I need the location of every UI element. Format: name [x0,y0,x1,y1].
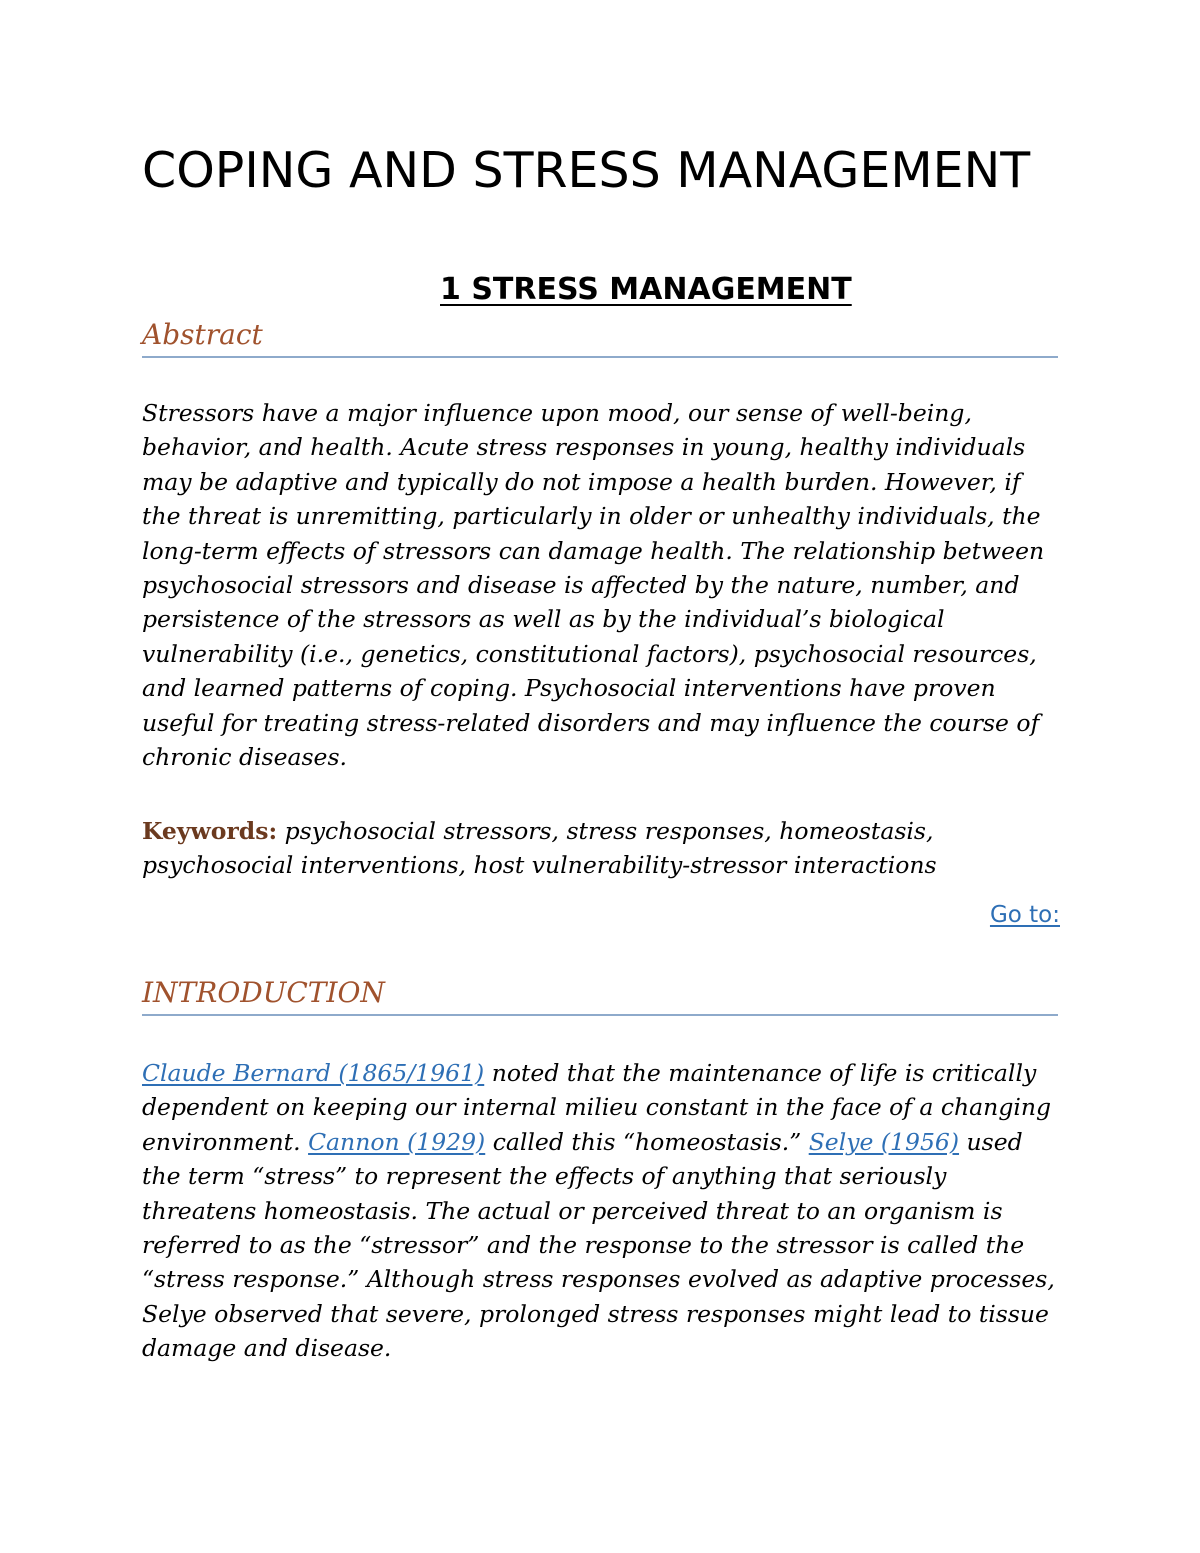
goto-link[interactable]: Go to: [989,902,1060,928]
introduction-text-part-2: called this “homeostasis.” [485,1127,809,1156]
abstract-text: Stressors have a major influence upon mood, our sense of well-being, behavior, and health. Acute stress responses in young, healthy individuals may be adaptive and typically do not impose a health burden. However, if the threat is unremitting, particularly in older or unhealthy individuals, the long-term effects of stressors can damage health. The relationship between psychosocial stressors and disease is affected by the nature, number, and persistence of the stressors as well as by the individual’s biological vulnerability (i.e., genetics, constitutional factors), psychosocial resources, and learned patterns of coping. Psychosocial interventions have proven useful for treating stress-related disorders and may influence the course of chronic diseases. [142,399,1045,772]
section-heading: 1 STRESS MANAGEMENT [440,272,852,307]
citation-link-selye[interactable]: Selye (1956) [808,1127,960,1156]
keywords-text: psychosocial stressors, stress responses, homeostasis, psychosocial interventions, host vulnerability-stressor interactions [142,817,937,880]
citation-link-bernard[interactable]: Claude Bernard (1865/1961) [142,1059,485,1087]
abstract-heading: Abstract [142,318,1058,358]
keywords-label: Keywords: [142,817,278,845]
citation-link-cannon[interactable]: Cannon (1929) [308,1127,486,1156]
document-title: COPING AND STRESS MANAGEMENT [142,142,1031,199]
introduction-text-part-3: used the term “stress” to represent the effects of anything that seriously threatens homeostasis. The actual or perceived threat to an organism is referred to as the “stressor” and the response to the stressor is called the “stress response.” Although stress responses evolved as adaptive processes, Selye observed that severe, prolonged stress responses might lead to tissue damage and disease. [142,1127,1055,1363]
introduction-text-part-1: noted that the maintenance of life is critically dependent on keeping our internal milieu constant in the face of a changing environment. [142,1059,1052,1156]
introduction-heading: INTRODUCTION [142,976,1058,1016]
keywords-paragraph [142,814,1060,883]
introduction-text [142,1056,1060,1366]
